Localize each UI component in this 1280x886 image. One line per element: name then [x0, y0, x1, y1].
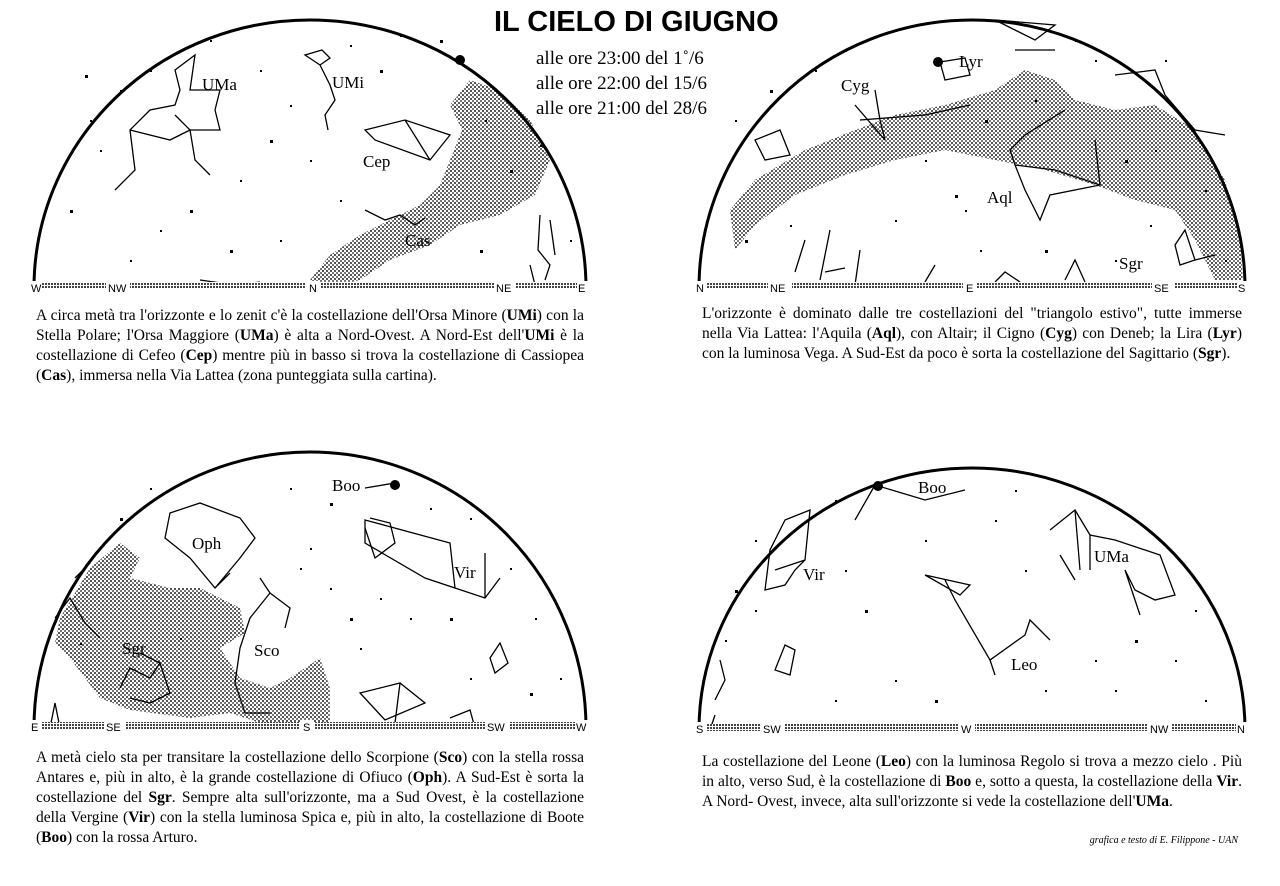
caption-abbrev: Leo: [880, 753, 906, 770]
dir-sw: SW: [763, 724, 781, 736]
dir-n: N: [309, 283, 317, 295]
sky-map-east: [695, 10, 1250, 300]
label-boo: Boo: [332, 476, 361, 495]
credit-line: grafica e testo di E. Filippone - UAN: [1089, 835, 1238, 846]
dir-w: W: [961, 724, 972, 736]
caption-abbrev: Boo: [41, 829, 68, 846]
caption-south: [36, 748, 584, 848]
caption-text: A circa metà tra l'orizzonte e lo zenit c'è la costellazione dell'Orsa Minore (: [36, 307, 507, 324]
label-cas: Cas: [405, 231, 431, 250]
dir-n: N: [696, 283, 704, 295]
dir-sw: SW: [487, 722, 505, 734]
dir-n: N: [1237, 724, 1245, 736]
sky-map-west: [695, 460, 1250, 740]
dir-nw: NW: [108, 283, 127, 295]
caption-text: ) con Deneb; la Lira (: [1071, 325, 1213, 342]
dir-e: E: [31, 722, 39, 734]
caption-abbrev: UMa: [1135, 793, 1169, 810]
sky-map-north: [30, 10, 590, 300]
label-cep: Cep: [363, 152, 391, 171]
caption-text: .: [1169, 793, 1173, 810]
caption-text: ) con la Stella Polare; l'Orsa Maggiore (: [36, 307, 584, 344]
time-line-2: alle ore 22:00 del 15/6: [536, 73, 707, 94]
dir-w: W: [576, 722, 587, 734]
caption-text: ) mentre più in basso si trova la costellazione di Cassiopea (: [36, 347, 585, 384]
caption-text: . A Nord- Ovest, invece, alta sull'orizzonte si vede la costellazione dell': [702, 773, 1242, 810]
caption-abbrev: Vir: [1216, 773, 1239, 790]
label-leo: Leo: [1011, 655, 1038, 674]
caption-abbrev: UMi: [506, 307, 537, 324]
caption-abbrev: UMa: [239, 327, 274, 344]
caption-abbrev: Sgr: [148, 789, 172, 806]
caption-abbrev: Lyr: [1212, 325, 1237, 342]
caption-text: e, sotto a questa, la costellazione della: [971, 773, 1217, 790]
caption-text: ). A Sud-Est è sorta la costellazione del: [36, 769, 585, 806]
caption-text: ) è alta a Nord-Ovest. A Nord-Est dell': [273, 327, 525, 344]
label-uma: UMa: [202, 75, 237, 94]
caption-text: L'orizzonte è dominato dalle tre costellazioni del "triangolo estivo", tutte immerse nella Via Lattea: l'Aquila (: [702, 305, 1242, 342]
dir-ne: NE: [770, 283, 786, 295]
dir-se: SE: [1154, 283, 1169, 295]
label-cyg: Cyg: [841, 76, 870, 95]
caption-abbrev: Boo: [945, 773, 972, 790]
dir-s: S: [1238, 283, 1246, 295]
label-lyr: Lyr: [959, 52, 983, 71]
caption-abbrev: Sgr: [1198, 345, 1222, 362]
dir-nw: NW: [1150, 724, 1169, 736]
caption-text: A metà cielo sta per transitare la costellazione dello Scorpione (: [36, 749, 439, 766]
caption-text: ), immersa nella Via Lattea (zona punteggiata sulla cartina).: [66, 367, 437, 384]
dir-se: SE: [106, 722, 121, 734]
caption-abbrev: Cas: [41, 367, 67, 384]
caption-text: ) con la stella rossa Antares e, più in alto, è la grande costellazione di Ofiuco (: [36, 749, 585, 786]
caption-east: [702, 304, 1242, 364]
dir-s: S: [303, 722, 311, 734]
label-sgr: Sgr: [122, 639, 146, 658]
caption-abbrev: Cep: [185, 347, 213, 364]
caption-text: ) con la rossa Arturo.: [67, 829, 198, 846]
label-vir: Vir: [454, 563, 476, 582]
dir-e: E: [578, 283, 586, 295]
label-boo: Boo: [918, 478, 947, 497]
page-title: IL CIELO DI GIUGNO: [494, 6, 779, 38]
caption-north: [36, 306, 584, 386]
caption-text: La costellazione del Leone (: [702, 753, 881, 770]
caption-abbrev: Vir: [128, 809, 151, 826]
caption-abbrev: Cyg: [1045, 325, 1072, 342]
label-vir: Vir: [803, 565, 825, 584]
caption-text: è la costellazione di Cefeo (: [36, 327, 584, 364]
caption-abbrev: Oph: [412, 769, 443, 786]
time-line-3: alle ore 21:00 del 28/6: [536, 98, 707, 119]
label-sgr: Sgr: [1119, 254, 1143, 273]
caption-text: . Sempre alta sull'orizzonte, ma a Sud Ovest, è la costellazione della Vergine (: [36, 789, 585, 826]
caption-west: [702, 752, 1242, 812]
dir-ne: NE: [496, 283, 512, 295]
caption-abbrev: Sco: [438, 749, 463, 766]
caption-text: ) con la stella luminosa Spica e, più in alto, la costellazione di Boote (: [36, 809, 584, 846]
dir-e: E: [966, 283, 974, 295]
label-uma: UMa: [1094, 547, 1129, 566]
label-oph: Oph: [192, 534, 222, 553]
caption-text: ) con la luminosa Vega. A Sud-Est da poco è sorta la costellazione del Sagittario (: [702, 325, 1242, 362]
label-aql: Aql: [987, 188, 1013, 207]
time-line-1: alle ore 23:00 del 1˚/6: [536, 48, 704, 69]
caption-abbrev: Aql: [871, 325, 897, 342]
caption-text: ), con Altair; il Cigno (: [896, 325, 1046, 342]
label-sco: Sco: [254, 641, 280, 660]
caption-text: ) con la luminosa Regolo si trova a mezzo cielo . Più in alto, verso Sud, è la costellazione di: [702, 753, 1242, 790]
dir-s: S: [696, 724, 704, 736]
label-umi: UMi: [332, 73, 365, 92]
dir-w: W: [31, 283, 42, 295]
caption-abbrev: UMi: [524, 327, 555, 344]
sky-map-south: [30, 448, 590, 738]
caption-text: ).: [1221, 345, 1231, 362]
